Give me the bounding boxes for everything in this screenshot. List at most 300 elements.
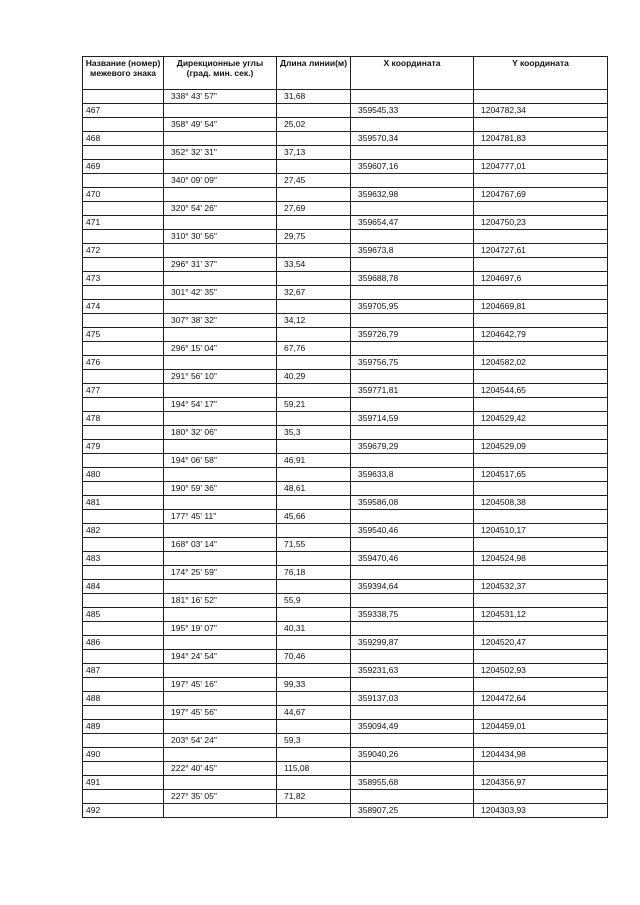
y-coordinate-cell: 1204472,64 [474,692,608,706]
marker-number-cell: 492 [83,804,164,818]
y-coordinate-cell [474,286,608,300]
length-cell: 46,91 [277,454,351,468]
x-coordinate-cell [351,594,474,608]
table-row [83,132,608,146]
marker-number-cell: 473 [83,272,164,286]
table-row [83,748,608,762]
bearing-cell: 177° 45' 11" [164,510,277,524]
marker-number-cell [83,258,164,272]
bearing-cell: 338° 43' 57" [164,90,277,104]
table-row [83,692,608,706]
y-coordinate-cell: 1204531,12 [474,608,608,622]
length-cell [277,160,351,174]
bearing-cell: 203° 54' 24" [164,734,277,748]
table-row [83,482,608,496]
length-cell: 115,08 [277,762,351,776]
bearing-cell [164,188,277,202]
length-cell: 37,13 [277,146,351,160]
marker-number-cell [83,622,164,636]
length-cell [277,636,351,650]
length-cell [277,132,351,146]
length-cell [277,356,351,370]
length-cell [277,524,351,538]
marker-number-cell [83,650,164,664]
table-row [83,790,608,804]
y-coordinate-cell: 1204510,17 [474,524,608,538]
y-coordinate-cell [474,314,608,328]
y-coordinate-cell [474,230,608,244]
bearing-cell [164,608,277,622]
bearing-cell: 307° 38' 32" [164,314,277,328]
length-cell: 44,67 [277,706,351,720]
x-coordinate-cell: 359540,46 [351,524,474,538]
length-cell [277,468,351,482]
y-coordinate-cell: 1204524,98 [474,552,608,566]
table-row [83,594,608,608]
length-cell [277,300,351,314]
y-coordinate-cell: 1204508,38 [474,496,608,510]
bearing-cell: 320° 54' 26" [164,202,277,216]
table-row [83,454,608,468]
marker-number-cell [83,398,164,412]
length-cell [277,272,351,286]
bearing-cell: 291° 56' 10" [164,370,277,384]
bearing-cell [164,524,277,538]
table-row [83,776,608,790]
marker-number-cell: 471 [83,216,164,230]
bearing-cell: 301° 42' 35" [164,286,277,300]
marker-number-cell [83,314,164,328]
table-row [83,370,608,384]
x-coordinate-cell: 359632,98 [351,188,474,202]
y-coordinate-cell [474,118,608,132]
x-coordinate-cell: 358955,68 [351,776,474,790]
bearing-cell: 181° 16' 52" [164,594,277,608]
y-coordinate-cell: 1204781,83 [474,132,608,146]
marker-number-cell: 475 [83,328,164,342]
length-cell [277,692,351,706]
x-coordinate-cell [351,370,474,384]
bearing-cell: 180° 32' 06" [164,426,277,440]
marker-number-cell [83,342,164,356]
table-row [83,608,608,622]
table-row [83,440,608,454]
length-cell [277,412,351,426]
bearing-cell: 194° 06' 58" [164,454,277,468]
length-cell [277,216,351,230]
x-coordinate-cell: 359633,8 [351,468,474,482]
marker-number-cell [83,146,164,160]
x-coordinate-cell: 358907,25 [351,804,474,818]
length-cell [277,384,351,398]
marker-number-cell [83,538,164,552]
length-cell [277,496,351,510]
length-cell [277,748,351,762]
marker-number-cell: 467 [83,104,164,118]
bearing-cell [164,496,277,510]
x-coordinate-cell: 359394,64 [351,580,474,594]
length-cell: 76,18 [277,566,351,580]
x-coordinate-cell: 359726,79 [351,328,474,342]
x-coordinate-cell: 359679,29 [351,440,474,454]
length-cell: 35,3 [277,426,351,440]
length-cell [277,440,351,454]
y-coordinate-cell: 1204517,65 [474,468,608,482]
table-row [83,342,608,356]
y-coordinate-cell [474,706,608,720]
length-cell: 32,67 [277,286,351,300]
marker-number-cell [83,90,164,104]
marker-number-cell [83,762,164,776]
marker-number-cell: 485 [83,608,164,622]
length-cell [277,104,351,118]
y-coordinate-cell [474,174,608,188]
table-row [83,230,608,244]
bearing-cell [164,664,277,678]
marker-number-cell [83,566,164,580]
table-row [83,328,608,342]
table-row [83,398,608,412]
table-row [83,650,608,664]
y-coordinate-cell: 1204669,81 [474,300,608,314]
x-coordinate-cell [351,398,474,412]
length-cell [277,776,351,790]
y-coordinate-cell: 1204750,23 [474,216,608,230]
bearing-cell [164,412,277,426]
x-coordinate-cell [351,538,474,552]
table-row [83,566,608,580]
bearing-cell [164,356,277,370]
table-row [83,174,608,188]
x-coordinate-cell [351,510,474,524]
x-coordinate-cell: 359040,26 [351,748,474,762]
y-coordinate-cell [474,762,608,776]
table-row [83,664,608,678]
x-coordinate-cell [351,790,474,804]
y-coordinate-cell [474,370,608,384]
bearing-cell [164,468,277,482]
y-coordinate-cell: 1204777,01 [474,160,608,174]
length-cell [277,580,351,594]
bearing-cell [164,580,277,594]
table-row [83,202,608,216]
y-coordinate-cell: 1204767,69 [474,188,608,202]
marker-number-cell: 470 [83,188,164,202]
y-coordinate-cell: 1204434,98 [474,748,608,762]
marker-number-cell: 478 [83,412,164,426]
table-row [83,678,608,692]
length-cell [277,244,351,258]
bearing-cell [164,300,277,314]
bearing-cell [164,104,277,118]
bearing-cell: 352° 32' 31" [164,146,277,160]
length-cell: 27,69 [277,202,351,216]
y-coordinate-cell [474,342,608,356]
x-coordinate-cell [351,566,474,580]
bearing-cell: 190° 59' 36" [164,482,277,496]
y-coordinate-cell [474,650,608,664]
marker-number-cell: 483 [83,552,164,566]
table-row [83,244,608,258]
marker-number-cell [83,482,164,496]
y-coordinate-cell [474,790,608,804]
x-coordinate-cell [351,258,474,272]
table-body [83,90,608,818]
length-cell: 59,3 [277,734,351,748]
y-coordinate-cell [474,566,608,580]
y-coordinate-cell [474,622,608,636]
x-coordinate-cell [351,426,474,440]
bearing-cell [164,272,277,286]
y-coordinate-cell: 1204356,97 [474,776,608,790]
table-row [83,160,608,174]
y-coordinate-cell [474,146,608,160]
table-row [83,762,608,776]
bearing-cell [164,552,277,566]
y-coordinate-cell [474,678,608,692]
marker-number-cell [83,370,164,384]
length-cell: 59,21 [277,398,351,412]
table-row [83,104,608,118]
bearing-cell [164,776,277,790]
x-coordinate-cell [351,286,474,300]
length-cell [277,608,351,622]
marker-number-cell [83,230,164,244]
x-coordinate-cell [351,146,474,160]
length-cell: 40,29 [277,370,351,384]
bearing-cell: 174° 25' 59" [164,566,277,580]
y-coordinate-cell: 1204303,93 [474,804,608,818]
length-cell [277,328,351,342]
length-cell: 33,54 [277,258,351,272]
length-cell [277,552,351,566]
table-row [83,300,608,314]
x-coordinate-cell: 359570,34 [351,132,474,146]
y-coordinate-cell [474,482,608,496]
bearing-cell: 197° 45' 16" [164,678,277,692]
marker-number-cell: 472 [83,244,164,258]
length-cell: 70,46 [277,650,351,664]
marker-number-cell [83,706,164,720]
bearing-cell [164,636,277,650]
x-coordinate-cell: 359756,75 [351,356,474,370]
marker-number-cell [83,118,164,132]
x-coordinate-cell [351,482,474,496]
y-coordinate-cell: 1204520,47 [474,636,608,650]
table-row [83,734,608,748]
table-row [83,720,608,734]
table-row [83,118,608,132]
y-coordinate-cell: 1204544,65 [474,384,608,398]
y-coordinate-cell: 1204502,93 [474,664,608,678]
table-row [83,356,608,370]
marker-number-cell: 469 [83,160,164,174]
table-row [83,384,608,398]
y-coordinate-cell: 1204459,01 [474,720,608,734]
table-row [83,552,608,566]
table-row [83,216,608,230]
x-coordinate-cell [351,90,474,104]
length-cell: 25,02 [277,118,351,132]
y-coordinate-cell [474,202,608,216]
y-coordinate-cell [474,454,608,468]
table-row [83,524,608,538]
marker-number-cell: 490 [83,748,164,762]
x-coordinate-cell [351,174,474,188]
marker-number-cell [83,286,164,300]
x-coordinate-cell [351,678,474,692]
x-coordinate-cell [351,118,474,132]
bearing-cell: 310° 30' 56" [164,230,277,244]
x-coordinate-cell: 359338,75 [351,608,474,622]
y-coordinate-cell [474,510,608,524]
length-cell: 55,9 [277,594,351,608]
x-coordinate-cell: 359470,46 [351,552,474,566]
y-coordinate-cell: 1204532,37 [474,580,608,594]
y-coordinate-cell: 1204642,79 [474,328,608,342]
length-cell: 40,31 [277,622,351,636]
length-cell [277,188,351,202]
table-row [83,622,608,636]
length-cell: 29,75 [277,230,351,244]
x-coordinate-cell [351,342,474,356]
marker-number-cell: 482 [83,524,164,538]
header-bearing: Дирекционные углы (град. мин. сек.) [164,57,277,90]
marker-number-cell [83,510,164,524]
table-row [83,188,608,202]
marker-number-cell: 488 [83,692,164,706]
length-cell: 31,68 [277,90,351,104]
bearing-cell [164,328,277,342]
bearing-cell [164,384,277,398]
marker-number-cell [83,454,164,468]
y-coordinate-cell [474,538,608,552]
header-x-coordinate: X координата [351,57,474,90]
y-coordinate-cell: 1204727,61 [474,244,608,258]
table-row [83,580,608,594]
y-coordinate-cell [474,426,608,440]
x-coordinate-cell: 359094,49 [351,720,474,734]
x-coordinate-cell [351,230,474,244]
header-length: Длина линии(м) [277,57,351,90]
length-cell: 34,12 [277,314,351,328]
header-y-coordinate: Y координата [474,57,608,90]
length-cell: 45,66 [277,510,351,524]
bearing-cell: 195° 19' 07" [164,622,277,636]
bearing-cell [164,440,277,454]
y-coordinate-cell [474,398,608,412]
y-coordinate-cell [474,90,608,104]
bearing-cell [164,244,277,258]
length-cell: 99,33 [277,678,351,692]
marker-number-cell: 486 [83,636,164,650]
marker-number-cell: 468 [83,132,164,146]
x-coordinate-cell: 359586,08 [351,496,474,510]
bearing-cell: 340° 09' 09" [164,174,277,188]
y-coordinate-cell: 1204582,02 [474,356,608,370]
bearing-cell: 227° 35' 05" [164,790,277,804]
table-row [83,468,608,482]
table-row [83,258,608,272]
y-coordinate-cell: 1204529,42 [474,412,608,426]
x-coordinate-cell [351,706,474,720]
length-cell: 27,45 [277,174,351,188]
marker-number-cell [83,678,164,692]
marker-number-cell: 477 [83,384,164,398]
bearing-cell: 296° 15' 04" [164,342,277,356]
x-coordinate-cell [351,622,474,636]
bearing-cell: 197° 45' 56" [164,706,277,720]
marker-number-cell [83,426,164,440]
marker-number-cell [83,734,164,748]
x-coordinate-cell: 359299,87 [351,636,474,650]
x-coordinate-cell: 359654,47 [351,216,474,230]
length-cell: 67,76 [277,342,351,356]
table-row [83,426,608,440]
marker-number-cell [83,174,164,188]
bearing-cell: 194° 24' 54" [164,650,277,664]
bearing-cell: 194° 54' 17" [164,398,277,412]
x-coordinate-cell: 359714,59 [351,412,474,426]
y-coordinate-cell: 1204697,6 [474,272,608,286]
table-row [83,636,608,650]
marker-number-cell [83,790,164,804]
x-coordinate-cell: 359771,81 [351,384,474,398]
table-row [83,272,608,286]
bearing-cell [164,216,277,230]
length-cell [277,664,351,678]
bearing-cell: 222° 40' 45" [164,762,277,776]
bearing-cell: 168° 03' 14" [164,538,277,552]
marker-number-cell: 481 [83,496,164,510]
marker-number-cell: 479 [83,440,164,454]
marker-number-cell: 487 [83,664,164,678]
y-coordinate-cell: 1204782,34 [474,104,608,118]
length-cell [277,804,351,818]
marker-number-cell: 484 [83,580,164,594]
length-cell: 71,55 [277,538,351,552]
x-coordinate-cell: 359673,8 [351,244,474,258]
marker-number-cell [83,202,164,216]
x-coordinate-cell: 359688,78 [351,272,474,286]
table-row [83,90,608,104]
bearing-cell [164,804,277,818]
y-coordinate-cell: 1204529,09 [474,440,608,454]
table-row [83,412,608,426]
table-row [83,496,608,510]
y-coordinate-cell [474,734,608,748]
marker-number-cell: 489 [83,720,164,734]
x-coordinate-cell: 359137,03 [351,692,474,706]
bearing-cell [164,720,277,734]
x-coordinate-cell [351,202,474,216]
length-cell: 48,61 [277,482,351,496]
x-coordinate-cell [351,454,474,468]
bearing-cell [164,748,277,762]
x-coordinate-cell: 359545,33 [351,104,474,118]
x-coordinate-cell [351,314,474,328]
y-coordinate-cell [474,594,608,608]
x-coordinate-cell: 359607,16 [351,160,474,174]
table-row [83,706,608,720]
table-row [83,804,608,818]
x-coordinate-cell [351,650,474,664]
table-row [83,146,608,160]
x-coordinate-cell [351,734,474,748]
marker-number-cell: 480 [83,468,164,482]
y-coordinate-cell [474,258,608,272]
table-row [83,286,608,300]
